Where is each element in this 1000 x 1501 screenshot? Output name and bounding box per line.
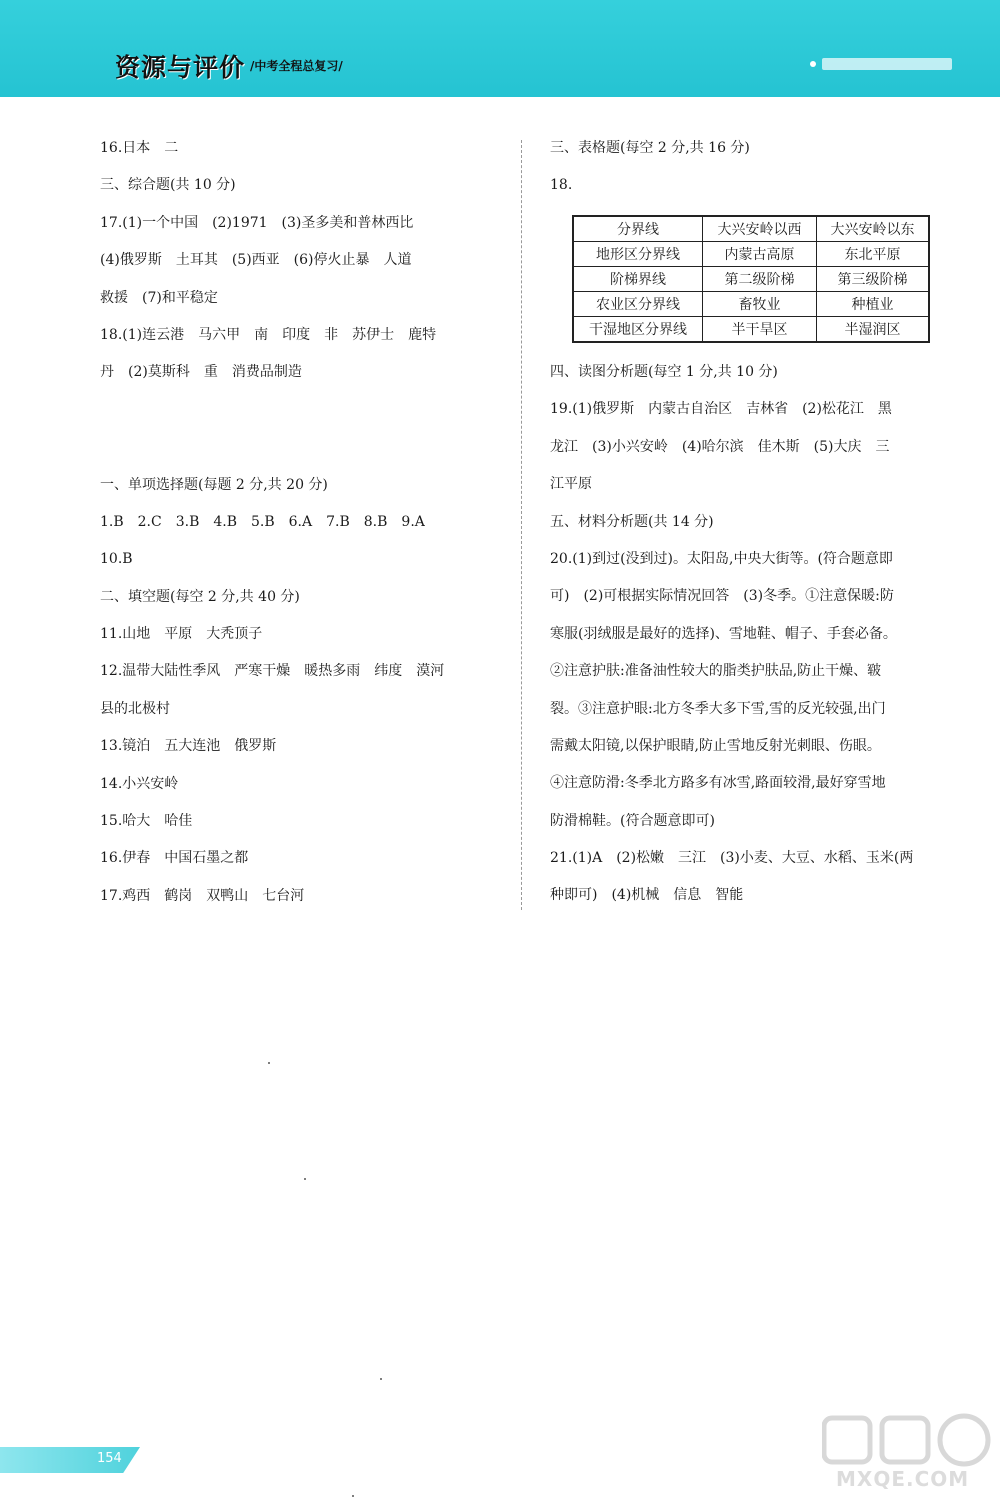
question-number: 18.	[550, 177, 573, 194]
answer-line: 裂。③注意护眼:北方冬季大多下雪,雪的反光较强,出门	[550, 700, 886, 717]
answer-line: 13.镜泊 五大连池 俄罗斯	[100, 738, 277, 755]
book-subtitle: /中考全程总复习/	[250, 59, 343, 73]
section-heading: 二、填空题(每空 2 分,共 40 分)	[100, 588, 300, 605]
answer-line: ④注意防滑:冬季北方路多有冰雪,路面较滑,最好穿雪地	[550, 775, 886, 792]
table-cell: 地形区分界线	[573, 242, 703, 267]
table-row	[573, 292, 929, 317]
answer-line: ②注意护肤:准备油性较大的脂类护肤品,防止干燥、皲	[550, 663, 882, 680]
answer-line: 江平原	[550, 476, 592, 493]
answer-line: 16.日本 二	[100, 140, 179, 156]
answer-line: 18.(1)连云港 马六甲 南 印度 非 苏伊士 鹿特	[100, 326, 437, 343]
scan-speck	[380, 1378, 382, 1380]
answer-line: 防滑棉鞋。(符合题意即可)	[550, 812, 715, 829]
table-cell: 内蒙古高原	[703, 242, 817, 267]
page-number: 154	[97, 1451, 122, 1466]
answer-line: 17.(1)一个中国 (2)1971 (3)圣多美和普林西比	[100, 214, 414, 231]
bullet-icon	[810, 61, 816, 67]
header-decoration	[810, 57, 955, 71]
table-cell: 阶梯界线	[573, 267, 703, 292]
answer-line: 需戴太阳镜,以保护眼睛,防止雪地反射光刺眼、伤眼。	[550, 737, 881, 754]
scan-speck	[268, 1062, 270, 1064]
answer-line: 县的北极村	[100, 700, 170, 717]
answer-line: 丹 (2)莫斯科 重 消费品制造	[100, 364, 302, 381]
right-column-bottom	[550, 354, 950, 915]
table-cell: 半干旱区	[703, 317, 817, 343]
left-column	[100, 130, 500, 915]
table-cell: 农业区分界线	[573, 292, 703, 317]
table-row	[573, 317, 929, 343]
answer-line: 种即可) (4)机械 信息 智能	[550, 887, 744, 904]
answer-line: 14.小兴安岭	[100, 775, 179, 792]
section-heading: 三、表格题(每空 2 分,共 16 分)	[550, 140, 750, 156]
answer-line: 1.B 2.C 3.B 4.B 5.B 6.A 7.B 8.B 9.A	[100, 513, 425, 530]
book-title: 资源与评价	[115, 53, 246, 82]
table-cell: 大兴安岭以西	[703, 216, 817, 242]
section-subtitle	[100, 429, 500, 466]
table-cell: 分界线	[573, 216, 703, 242]
answer-line: 11.山地 平原 大秃顶子	[100, 626, 263, 643]
table-cell: 第二级阶梯	[703, 267, 817, 292]
table-row	[573, 216, 929, 242]
watermark-logo-icon	[822, 1412, 992, 1470]
table-cell: 干湿地区分界线	[573, 317, 703, 343]
column-divider	[521, 140, 522, 910]
table-cell: 东北平原	[817, 242, 930, 267]
answer-line: 15.哈大 哈佳	[100, 813, 193, 830]
table-cell: 大兴安岭以东	[817, 216, 930, 242]
answer-line: 12.温带大陆性季风 严寒干燥 暖热多雨 纬度 漠河	[100, 663, 445, 680]
answer-line: 寒服(羽绒服是最好的选择)、雪地鞋、帽子、手套必备。	[550, 625, 897, 642]
answer-line: 21.(1)A (2)松嫩 三江 (3)小麦、大豆、水稻、玉米(两	[550, 850, 914, 867]
answer-line: (4)俄罗斯 土耳其 (5)西亚 (6)停火止暴 人道	[100, 252, 412, 269]
answer-line: 龙江 (3)小兴安岭 (4)哈尔滨 佳木斯 (5)大庆 三	[550, 438, 890, 455]
answer-line: 10.B	[100, 551, 133, 568]
answer-line: 救援 (7)和平稳定	[100, 289, 218, 306]
answer-line: 可) (2)可根据实际情况回答 (3)冬季。①注意保暖:防	[550, 588, 894, 605]
section-heading: 一、单项选择题(每题 2 分,共 20 分)	[100, 476, 328, 493]
scan-speck	[352, 1495, 354, 1497]
answer-line: 17.鸡西 鹤岗 双鸭山 七台河	[100, 887, 305, 904]
watermark-text: MXQE.COM	[836, 1467, 970, 1491]
right-column-top	[550, 130, 950, 205]
section-heading: 五、材料分析题(共 14 分)	[550, 513, 714, 530]
section-heading: 三、综合题(共 10 分)	[100, 177, 236, 194]
boundary-table	[572, 215, 930, 343]
header-label-bar	[822, 58, 952, 70]
table-cell: 半湿润区	[817, 317, 930, 343]
page-header	[0, 0, 1000, 97]
answer-line: 20.(1)到过(没到过)。太阳岛,中央大街等。(符合题意即	[550, 550, 893, 567]
section-heading: 四、读图分析题(每空 1 分,共 10 分)	[550, 364, 778, 380]
table-cell: 畜牧业	[703, 292, 817, 317]
table-row	[573, 267, 929, 292]
chapter-title	[100, 392, 500, 429]
answer-line: 19.(1)俄罗斯 内蒙古自治区 吉林省 (2)松花江 黑	[550, 401, 892, 418]
table-cell: 第三级阶梯	[817, 267, 930, 292]
table-row	[573, 242, 929, 267]
answer-line: 16.伊春 中国石墨之都	[100, 850, 249, 867]
table-cell: 种植业	[817, 292, 930, 317]
scan-speck	[304, 1178, 306, 1180]
